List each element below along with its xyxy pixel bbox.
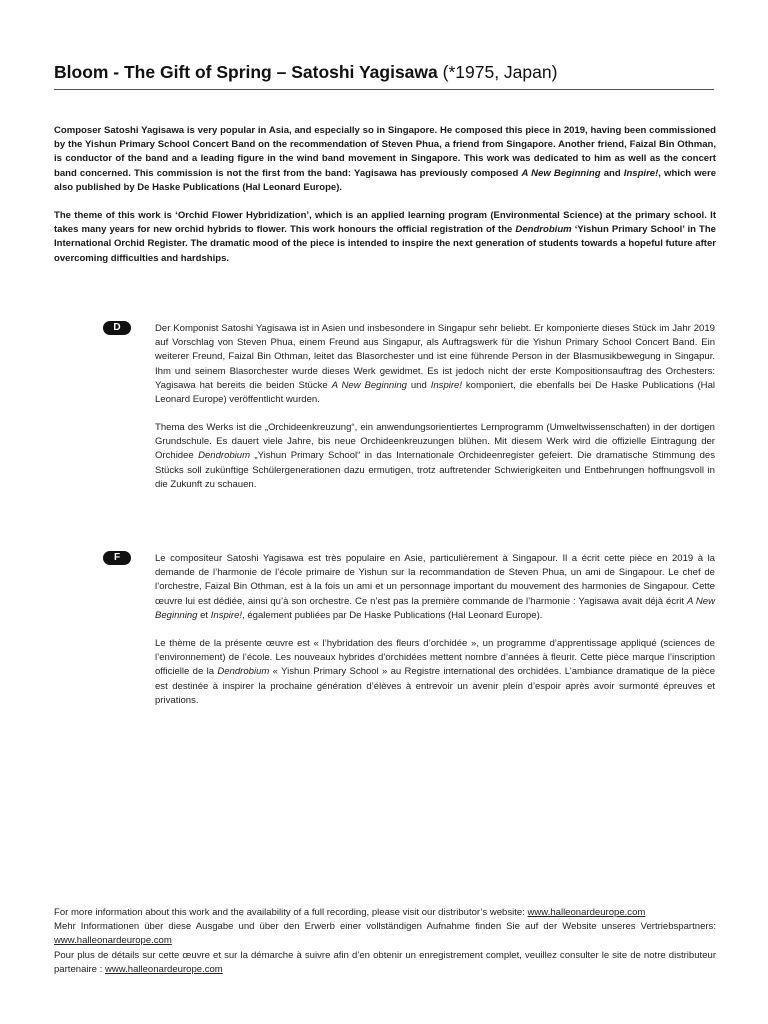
french-language-badge: F [103, 551, 131, 565]
genus-dendrobium: Dendrobium [515, 224, 572, 236]
footer-french: Pour plus de détails sur cette œuvre et sur la démarche à suivre afin d’en obtenir un enregistrement complet, veuillez consulter le site de notre distributeur partenaire : www.halleonardeurope.com [54, 949, 716, 975]
work-title-inspire: Inspire! [623, 167, 659, 179]
english-paragraph-2: The theme of this work is ‘Orchid Flower Hybridization’, which is an applied learning program (Environmental Science) at the primary school. It takes many years for new orchid hybrids to flower. This work honours the official registration of the Dendrobium ‘Yishun Primary School’ in The International Orchid Register. The dramatic mood of the piece is intended to inspire the next generation of students towards a hopeful future after overcoming difficulties and hardships. [54, 210, 716, 264]
work-title-a-new-beginning: A New Beginning [155, 595, 715, 621]
genus-dendrobium: Dendrobium [217, 666, 270, 678]
french-paragraph-1: Le compositeur Satoshi Yagisawa est très populaire en Asie, particulièrement à Singapour. Il a écrit cette pièce en 2019 à la demande de l’harmonie de l’école primaire de Yishun sur la recommandation de Steven Phua, un ami de Singapour. Le chef de l’orchestre, Faizal Bin Othman, est à la fois un ami et un personnage important du mouvement des harmonies de Singapour. Cette œuvre lui est dédiée, ainsi qu’à son orchestre. Ce n’est pas la première commande de l’harmonie : Yagisawa avait déjà écrit A New Beginning et Inspire!, également publiées par De Haske Publications (Hal Leonard Europe). [155, 553, 715, 621]
work-title-a-new-beginning: A New Beginning [521, 167, 601, 179]
work-title-a-new-beginning: A New Beginning [331, 379, 407, 391]
title-composer-dates: (*1975, Japan) [437, 62, 558, 82]
distributor-link[interactable]: www.halleonardeurope.com [54, 935, 172, 947]
distributor-link[interactable]: www.halleonardeurope.com [104, 963, 223, 975]
english-paragraph-1: Composer Satoshi Yagisawa is very popular in Asia, and especially so in Singapore. He composed this piece in 2019, having been commissioned by the Yishun Primary School Concert Band on the recommendation of Steven Phua, a friend from Singapore. Another friend, Faizal Bin Othman, is conductor of the band and a leading figure in the wind band movement in Singapore. This work was dedicated to him as well as the concert band concerned. This commission is not the first from the band: Yagisawa has previously composed A New Beginning and Inspire!, which were also published by De Haske Publications (Hal Leonard Europe). [54, 125, 717, 193]
footer-english: For more information about this work and the availability of a full recording, please visit our distributor’s website: www.halleonardeurope.com [54, 907, 646, 918]
genus-dendrobium: Dendrobium [198, 450, 251, 462]
german-paragraph-1: Der Komponist Satoshi Yagisawa ist in Asien und insbesondere in Singapur sehr beliebt. Er komponierte dieses Stück im Jahr 2019 auf Vorschlag von Steven Phua, einem Freund aus Singapur, als Auftragswerk für die Yishun Primary School Concert Band. Ein weiterer Freund, Faizal Bin Othman, leitet das Blasorchester und ist eine führende Person in der Blasmusikbewegung in Singapur. Ihm und seinem Blasorchester wurde dieses Werk gewidmet. Es ist jedoch nicht der erste Kompositionsauftrag des Orchesters: Yagisawa hat bereits die beiden Stücke A New Beginning und Inspire! komponiert, die ebenfalls bei De Haske Publications (Hal Leonard Europe) veröffentlicht wurden. [155, 323, 716, 406]
footer-german: Mehr Informationen über diese Ausgabe und über den Erwerb einer vollständigen Aufnahme finden Sie auf der Website unseres Vertriebspartners: www.halleonardeurope.com [54, 921, 716, 947]
work-title-inspire: Inspire! [210, 609, 243, 621]
french-paragraph-2: Le thème de la présente œuvre est « l’hybridation des fleurs d’orchidée », un programme d’apprentissage appliqué (sciences de l’environnement) de l’école. Les nouveaux hybrides d’orchidées mettent nombre d’années à fleurir. Cette pièce marque l’inscription officielle de la Dendrobium « Yishun Primary School » au Registre international des orchidées. L’ambiance dramatique de la pièce est destinée à inspirer la prochaine génération d’élèves à entrevoir un avenir plein d’espoir après avoir surmonté épreuves et privations. [155, 638, 716, 706]
german-language-badge: D [103, 321, 131, 335]
work-title-inspire: Inspire! [430, 379, 463, 391]
title-divider [54, 89, 714, 90]
distributor-link[interactable]: www.halleonardeurope.com [527, 907, 646, 918]
page-title [54, 62, 714, 83]
title-main: Bloom - The Gift of Spring – Satoshi Yagisawa [54, 62, 438, 82]
german-paragraph-2: Thema des Werks ist die „Orchideenkreuzung“, ein anwendungsorientiertes Lernprogramm (Umweltwissenschaften) in der dortigen Grundschule. Es dauert viele Jahre, bis neue Orchideenkreuzungen blühen. Mit diesem Werk wird die offizielle Eintragung der Orchidee Dendrobium „Yishun Primary School“ in das Internationale Orchideenregister gefeiert. Die dramatische Stimmung des Stücks soll zukünftige Schülergenerationen dazu ermutigen, trotz auftretender Schwierigkeiten und Entbehrungen hoffnungsvoll in die Zukunft zu schauen. [155, 422, 715, 490]
footer [54, 906, 716, 977]
